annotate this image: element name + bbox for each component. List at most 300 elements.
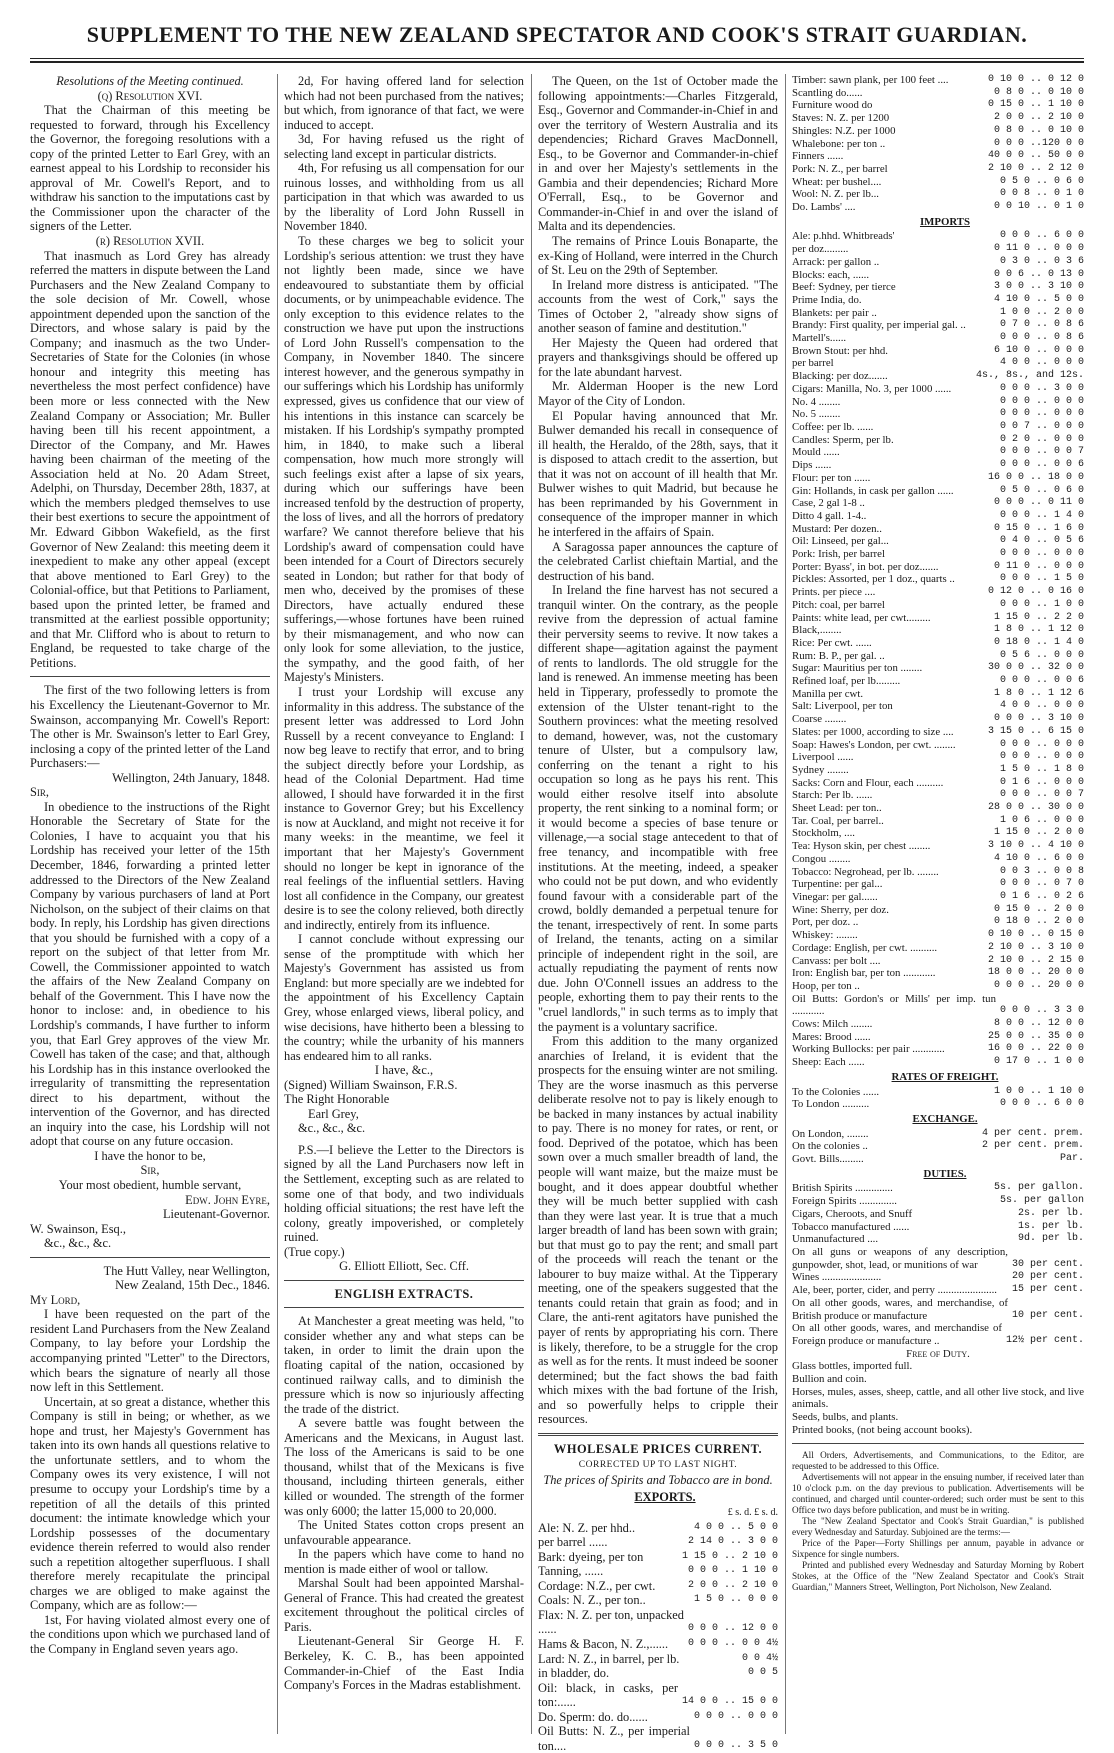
paragraph: Mr. Alderman Hooper is the new Lord Mayor of the City of London.	[538, 379, 778, 409]
price-value: 0 0 0 .. 0 8 6	[999, 332, 1084, 344]
price-row	[792, 497, 1084, 510]
price-row	[792, 138, 1084, 151]
closing: I have the honor to be,	[94, 1148, 206, 1163]
price-item: Blankets: per pair ..	[792, 306, 877, 319]
price-row	[538, 1550, 778, 1565]
price-value: 0 0 0 .. 12 0 0	[687, 1623, 778, 1635]
price-value: 14 0 0 .. 15 0 0	[681, 1696, 778, 1708]
salutation: My Lord,	[30, 1292, 81, 1307]
price-item: Cigars: Manilla, No. 3, per 1000 ......	[792, 382, 952, 395]
freight-table	[792, 1086, 1084, 1111]
price-item: Oil Butts: Gordon's or Mills' per imp. tun ............	[792, 992, 996, 1018]
price-item: Wines ......................	[792, 1271, 882, 1284]
price-item: British Spirits ..............	[792, 1182, 893, 1195]
postscript: P.S.—I believe the Letter to the Directors is signed by all the Land Purchasers now left in the Settlement, excepting such as are related to some one of that body, and two individuals holding official situations; the rest have left the colony, greatly impoverished, or completely ruined.	[284, 1142, 524, 1245]
price-value: 0 0 0 .. 0 0 0	[999, 738, 1084, 750]
masthead-rule-double	[30, 61, 1084, 63]
price-row	[538, 1652, 778, 1667]
price-row	[792, 99, 1084, 112]
price-value: 0 0 0 .. 0 0 7	[999, 789, 1084, 801]
closing: I have, &c.,	[374, 1063, 434, 1078]
price-item: Lard: N. Z., in barrel, per lb.	[538, 1651, 680, 1666]
price-value: 25 0 0 .. 35 0 0	[987, 1030, 1084, 1042]
price-value: 3 0 0 .. 3 10 0	[993, 281, 1084, 293]
price-row	[792, 188, 1084, 201]
price-item: Manilla per cwt.	[792, 687, 864, 700]
price-row	[792, 980, 1084, 993]
price-item: On all other goods, wares, and merchandise, of British produce or manufacture	[792, 1296, 1008, 1322]
duties-table	[792, 1182, 1084, 1347]
resolution-label: (r) Resolution XVII.	[95, 234, 205, 249]
price-row	[538, 1666, 778, 1681]
price-row	[792, 993, 1084, 1018]
price-item: Coals: N. Z., per ton..	[538, 1593, 646, 1608]
price-value: 0 1 6 .. 0 0 0	[999, 776, 1084, 788]
price-value: 0 0 0 .. 0 0 0	[999, 548, 1084, 560]
signature: G. Elliott Elliott, Sec. Cff.	[339, 1259, 469, 1274]
dateline: The Hutt Valley, near Wellington,	[103, 1263, 270, 1278]
price-item: No. 4 ........	[792, 395, 841, 408]
signature-title: Lieutenant-Governor.	[162, 1207, 270, 1222]
addressee: Earl Grey,	[308, 1106, 359, 1121]
price-value: 2 10 0 .. 2 15 0	[987, 954, 1084, 966]
price-value: 4s., 8s., and 12s.	[975, 370, 1084, 382]
price-row	[792, 345, 1084, 358]
price-value: 40 0 0 .. 50 0 0	[987, 150, 1084, 162]
price-row	[792, 307, 1084, 320]
price-item: Wheat: per bushel....	[792, 175, 882, 188]
paragraph: At Manchester a great meeting was held, "to consider whether any and what steps can be taken, in order to limit the drain upon the floating capital of the nation, occasioned by continued railway calls, and to diminish the pressure which is now so injuriously affecting the trade of the district.	[284, 1314, 524, 1416]
price-item: Port, per doz. ..	[792, 916, 859, 929]
price-value: 0 0 6 .. 0 13 0	[993, 268, 1084, 280]
notice: Advertisements will not appear in the ensuing number, if received later than 10 o'clock p.m. on the day previous to publication. Advertisements will be continued, and charged until counter-ordered; such order must be sent to this Office two days before publication, and must be in writing.	[792, 1471, 1084, 1515]
price-value: 0 8 0 .. 0 10 0	[993, 86, 1084, 98]
price-value: 1 15 0 .. 2 0 0	[993, 827, 1084, 839]
column-divider	[277, 74, 278, 1734]
paragraph: From this addition to the many organized anarchies of Ireland, it is evident that the prospects for the ensuing winter are not smiling. They are the worse inasmuch as this perverse deliberate resolve not to pay is likely enough to be backed in many instances by actual inability to pay. There is no money for rates, or rent, or food. Deprived of the potatoe, which has been sown over a much smaller breadth of land, the people will want maize, but the maize must be bought, and it does appear doubtful whether they will be much better supplied with cash than they were last year. It is true that a much larger breadth of land has been sown with grain; but that must go to pay the rent; and small part of the proceeds will reach the tenant or the labourer to buy maize withal. At the Tipperary meeting, one of the speakers suggested that the tenants could retain that grain as food; and in Clare, the anti-rent agitators have punished the payer of rents by appropriating his corn. There is likely, therefore, to be a struggle for the crop as well as for the rents. It must indeed be sooner determined; but the fact shows the bad faith which mixes with the bad fortune of the Irish, and so powerfully helps to cripple their resources.	[538, 1034, 778, 1427]
price-value: 0 0 0 .. 6 0 0	[999, 1098, 1084, 1110]
price-item: Canvass: per bolt ....	[792, 954, 881, 967]
price-value: 8 0 0 .. 12 0 0	[993, 1018, 1084, 1030]
price-value: 0 0 0 .. 0 0 6	[999, 459, 1084, 471]
price-row	[792, 662, 1084, 675]
price-value: 0 0 0 .. 0 0 7	[999, 446, 1084, 458]
price-value: 30 0 0 .. 32 0 0	[987, 662, 1084, 674]
price-item: Scantling do......	[792, 86, 863, 99]
price-value: 0 11 0 .. 0 0 0	[993, 560, 1084, 572]
free-item: Seeds, bulbs, and plants.	[792, 1411, 899, 1424]
price-item: On all other goods, wares, and merchandise of Foreign produce or manufacture ..	[792, 1322, 1002, 1347]
price-item: Mares: Brood ......	[792, 1030, 871, 1043]
price-row	[792, 523, 1084, 536]
price-value: 0 0 0 .. 1 10 0	[687, 1565, 778, 1577]
divider	[284, 1307, 524, 1308]
price-row	[792, 332, 1084, 345]
price-item: Coffee: per lb. ......	[792, 420, 874, 433]
price-item: Pickles: Assorted, per 1 doz., quarts ..	[792, 573, 955, 586]
price-value: 4 0 0 .. 0 0 0	[999, 357, 1084, 369]
price-value: 5s. per gallon	[999, 1195, 1084, 1207]
price-value: 0 18 0 .. 2 0 0	[993, 916, 1084, 928]
price-value: 0 0 0 .. 1 5 0	[999, 573, 1084, 585]
price-item: Unmanufactured ....	[792, 1233, 879, 1246]
price-item: To the Colonies ......	[792, 1085, 880, 1098]
price-value: 1 0 0 .. 1 10 0	[993, 1085, 1084, 1097]
paragraph: Her Majesty the Queen had ordered that prayers and thanksgivings should be offered up for the late abundant harvest.	[538, 335, 778, 379]
price-item: Stockholm, ....	[792, 827, 855, 840]
price-item: Pork: Irish, per barrel	[792, 548, 885, 561]
price-value: 30 per cent.	[1011, 1258, 1084, 1270]
price-value: 2 10 0 .. 2 12 0	[987, 162, 1084, 174]
price-row	[792, 612, 1084, 625]
price-item: Tea: Hyson skin, per chest ........	[792, 840, 931, 853]
price-item: per barrel	[792, 357, 834, 370]
price-item: Pork: N. Z., per barrel	[792, 162, 888, 175]
free-of-duty-heading: Free of Duty.	[906, 1347, 970, 1360]
price-item: To London ..........	[792, 1098, 870, 1111]
price-item: Ale: p.hhd. Whitbreads'	[792, 230, 895, 243]
price-value: 0 15 0 .. 1 6 0	[993, 522, 1084, 534]
price-item: On London, ........	[792, 1127, 869, 1140]
price-row	[792, 230, 1084, 243]
column-2	[284, 74, 524, 1729]
price-value: 0 0 0 .. 3 5 0	[693, 1739, 778, 1751]
price-value: 0 4 0 .. 0 5 6	[999, 535, 1084, 547]
price-row	[792, 891, 1084, 904]
price-row	[792, 675, 1084, 688]
price-value: 0 0 0 .. 0 7 0	[999, 878, 1084, 890]
paragraph: In Ireland the fine harvest has not secured a tranquil winter. On the contrary, as the people revive from the depression of actual famine their perversity seems to revive. It now takes a different shape—agitation against the payment of rents to landlords. The old struggle for the land is renewed. An immense meeting has been held in Tipperary, professedly to promote the extension of the Ulster tenant-right to the Southern provinces: what the meeting resolved to demand, however, was, not the customary tenure of Ulster, but a compulsory law, conferring on the tenant a right to his occupation so long as he pays his rent. This would either resolve itself into absolute property, the rent sinking to a nominal form; or it would become a species of base tenure or villenage,—a social stage antecedent to that of free tenancy, and incompatible with free institutions. At the meeting, indeed, a speaker who could not be put down, and who evidently found favour with a considerable part of the crowd, boldly demanded a perpetual tenure for the tenant, irrespectively of rent. In some parts of Ireland, the tenants, acting on a similar principle of independent right in the soil, are actually repudiating the payment of rents now due. John O'Connell issues an address to the people, exhorting them to pay their rents to the "cruel landlords," in such terms as to imply that the payment is a voluntary sacrifice.	[538, 583, 778, 1034]
price-row	[792, 1128, 1084, 1141]
paragraph: I have been requested on the part of the resident Land Purchasers from the New Zealand Company, to lay before your Lordship the accompanying printed "Letter" to the Directors, which bears the signature of nearly all those now left in this Settlement.	[30, 1307, 270, 1395]
price-row	[792, 370, 1084, 383]
price-row	[792, 916, 1084, 929]
price-item: Hoop, per ton ..	[792, 979, 860, 992]
exchange-table	[792, 1128, 1084, 1166]
price-item: Starch: Per lb. ......	[792, 789, 873, 802]
price-value: 0 3 0 .. 0 3 6	[999, 255, 1084, 267]
price-item: Dips ......	[792, 459, 832, 472]
price-row	[792, 434, 1084, 447]
exports-table-continued	[792, 74, 1084, 214]
price-row	[792, 548, 1084, 561]
true-copy-note: (True copy.)	[284, 1244, 345, 1259]
price-item: Furniture wood do	[792, 99, 873, 112]
price-row	[538, 1564, 778, 1579]
price-value: 0 0 7 .. 0 0 0	[999, 420, 1084, 432]
price-row	[792, 1233, 1084, 1246]
price-row	[792, 1284, 1084, 1297]
price-value: 5s. per gallon.	[993, 1182, 1084, 1194]
price-value: 1 8 0 .. 1 12 0	[993, 624, 1084, 636]
price-value: 0 15 0 .. 2 0 0	[993, 903, 1084, 915]
divider	[30, 1257, 270, 1258]
price-item: Rum: B. P., per gal. ..	[792, 649, 885, 662]
price-item: Slates: per 1000, according to size ....	[792, 725, 954, 738]
notice: Price of the Paper—Forty Shillings per annum, payable in advance or Sixpence for single numbers.	[792, 1537, 1084, 1559]
price-value: 2 0 0 .. 2 10 0	[993, 112, 1084, 124]
dateline: Wellington, 24th January, 1848.	[112, 770, 270, 785]
price-value: 3 10 0 .. 4 10 0	[987, 840, 1084, 852]
price-item: Prints. per piece ....	[792, 586, 876, 599]
divider	[284, 1280, 524, 1281]
addressee: The Right Honorable	[284, 1092, 390, 1107]
price-item: Brandy: First quality, per imperial gal. ..	[792, 319, 966, 332]
price-item: Mould ......	[792, 446, 840, 459]
price-item: Cigars, Cheroots, and Snuff	[792, 1207, 913, 1220]
price-row	[792, 637, 1084, 650]
price-row	[792, 1043, 1084, 1056]
price-row	[792, 472, 1084, 485]
divider	[792, 1443, 1084, 1444]
paragraph: That inasmuch as Lord Grey has already referred the matters in dispute between the Land Purchasers and the New Zealand Company to the sole decision of Mr. Cowell, whose appointment depended upon the sanction of the Directors, and whose salary is paid by the Company; and inasmuch as the two Under-Secretaries of State for the Colonies (in whose honour and integrity this meeting has nevertheless the most perfect confidence) have been more or less connected with the New Zealand Company or Association; Mr. Buller having been till his recent appointment, a Director of the Company, and Mr. Hawes having been chairman of the meeting of the Association held at No. 20 Adam Street, Adelphi, on Thursday, December 28th, 1837, at which the members pledged themselves to use their best exertions to secure the appointment of Mr. Edward Gibbon Wakefield, as the first Governor of New Zealand: this meeting deem it inexpedient to make any other appeal (except that above mentioned to Earl Grey) to the Colonial-office, but that Petitions to Parliament, based upon the printed letter, be framed and transmitted at the earliest possible opportunity; and that Mr. Clifford who is about to return to England, be requested to take charge of the Petitions.	[30, 248, 270, 670]
price-row	[792, 942, 1084, 955]
price-value: 0 2 0 .. 0 0 0	[999, 433, 1084, 445]
column-divider	[531, 74, 532, 1734]
price-row	[792, 624, 1084, 637]
price-item: Whalebone: per ton ..	[792, 137, 886, 150]
price-row	[792, 878, 1084, 891]
price-item: Flour: per ton ......	[792, 471, 871, 484]
price-item: On all guns or weapons of any description, gunpowder, shot, lead, or munitions of war	[792, 1245, 1008, 1271]
price-item: Wine: Sherry, per doz.	[792, 903, 889, 916]
section-heading: ENGLISH EXTRACTS.	[334, 1286, 474, 1301]
price-row	[538, 1681, 778, 1710]
paragraph: Lieutenant-General Sir George H. F. Berkeley, K. C. B., has been appointed Commander-in-Chief of the East India Company's Forces in the Madras establishment.	[284, 1634, 524, 1693]
price-row	[792, 125, 1084, 138]
price-row	[792, 573, 1084, 586]
price-item: Ale, beer, porter, cider, and perry ......................	[792, 1284, 997, 1297]
price-value: 0 0 0 .. 0 0 0	[999, 751, 1084, 763]
price-value: 0 15 0 .. 1 10 0	[987, 99, 1084, 111]
paragraph: 1st, For having violated almost every one of the conditions upon which we purchased land of the Company in England seven years ago.	[30, 1612, 270, 1656]
price-value: 1 0 6 .. 0 0 0	[999, 814, 1084, 826]
price-item: Cordage: N.Z., per cwt.	[538, 1578, 656, 1593]
price-item: On the colonies ..	[792, 1140, 868, 1153]
price-value: 16 0 0 .. 22 0 0	[987, 1043, 1084, 1055]
column-4	[792, 74, 1084, 1729]
price-item: Blacking: per doz.......	[792, 370, 888, 383]
addressee: W. Swainson, Esq.,	[30, 1221, 126, 1236]
price-item: Bark: dyeing, per ton	[538, 1549, 644, 1564]
price-value: 0 18 0 .. 1 4 0	[993, 636, 1084, 648]
paragraph: The Queen, on the 1st of October made the following appointments:—Charles Fitzgerald, Esq., Governor and Commander-in-Chief in and over the territory of Western Australia and its dependencies; Richard Graves MacDonnell, Esq., to be Governor and Commander-in-chief in and over her Majesty's settlements in the Gambia and their dependencies; Richard More O'Ferrall, Esq., to be Governor and Commander-in-Chief in and over the island of Malta and its dependencies.	[538, 74, 778, 234]
price-value: 2 10 0 .. 3 10 0	[987, 941, 1084, 953]
price-value: 0 0 4½	[741, 1652, 778, 1664]
price-item: Cordage: English, per cwt. ..........	[792, 941, 938, 954]
price-row	[792, 815, 1084, 828]
price-value: 1 0 0 .. 2 0 0	[999, 306, 1084, 318]
price-row	[792, 955, 1084, 968]
price-item: Cows: Milch ........	[792, 1018, 873, 1031]
price-item: Tobacco: Negrohead, per lb. ........	[792, 865, 939, 878]
price-value: 0 0 0 .. 0 0 4½	[687, 1637, 778, 1649]
price-value: 4 0 0 .. 5 0 0	[693, 1521, 778, 1533]
price-row	[792, 802, 1084, 815]
price-value: 0 8 0 .. 0 10 0	[993, 124, 1084, 136]
paragraph: The first of the two following letters is from his Excellency the Lieutenant-Governor to Mr. Swainson, accompanying Mr. Cowell's Report: The other is Mr. Swainson's letter to Earl Grey, inclosing a copy of the printed letter of the Land Purchasers:—	[30, 683, 270, 771]
paragraph: The United States cotton crops present an unfavourable appearance.	[284, 1518, 524, 1547]
price-row	[792, 650, 1084, 663]
price-item: Oil: Linseed, per gal...	[792, 535, 889, 548]
price-item: Do. Lambs' ....	[792, 201, 856, 214]
price-row	[792, 163, 1084, 176]
price-value: 1s. per lb.	[1017, 1220, 1084, 1232]
price-item: Beef: Sydney, per tierce	[792, 281, 896, 294]
price-row	[792, 176, 1084, 189]
paragraph: Marshal Soult had been appointed Marshal-General of France. This had created the greatest excitement throughout the political circles of Paris.	[284, 1576, 524, 1634]
price-value: 0 0 5	[747, 1667, 778, 1679]
price-row	[792, 383, 1084, 396]
price-item: Prime India, do.	[792, 293, 862, 306]
price-value: 0 10 0 .. 0 15 0	[987, 929, 1084, 941]
price-item: Porter: Byass', in bot. per doz.......	[792, 560, 939, 573]
addressee: &c., &c., &c.	[298, 1121, 366, 1136]
price-item: Iron: English bar, per ton ............	[792, 967, 936, 980]
price-value: 0 5 0 .. 0 6 0	[999, 484, 1084, 496]
price-value: 2s. per lb.	[1017, 1207, 1084, 1219]
signature: (Signed) William Swainson, F.R.S.	[284, 1077, 458, 1092]
price-value: 1 8 0 .. 1 12 6	[993, 687, 1084, 699]
price-row	[792, 789, 1084, 802]
price-item: Salt: Liverpool, per ton	[792, 700, 893, 713]
price-value: 0 0 0 .. 0 0 6	[999, 675, 1084, 687]
prices-note: The prices of Spirits and Tobacco are in bond.	[543, 1472, 773, 1487]
price-value: 20 per cent.	[1011, 1271, 1084, 1283]
price-value: 18 0 0 .. 20 0 0	[987, 967, 1084, 979]
price-row	[792, 535, 1084, 548]
price-item: Flax: N. Z. per ton, unpacked ......	[538, 1607, 684, 1637]
price-item: Sheet Lead: per ton..	[792, 802, 882, 815]
price-item: Tar. Coal, per barrel..	[792, 814, 884, 827]
price-row	[538, 1608, 778, 1637]
prices-heading: WHOLESALE PRICES CURRENT.	[553, 1441, 763, 1456]
price-item: Timber: sawn plank, per 100 feet ....	[792, 74, 949, 86]
price-row	[792, 150, 1084, 163]
price-item: Black,........	[792, 624, 842, 637]
price-item: Sydney ........	[792, 763, 849, 776]
price-value: 0 0 0 .. 6 0 0	[999, 230, 1084, 242]
column-divider	[785, 74, 786, 1734]
paragraph: In the papers which have come to hand no mention is made either of wool or tallow.	[284, 1547, 524, 1576]
price-value: 1 5 0 .. 0 0 0	[693, 1594, 778, 1606]
price-item: Oil: black, in casks, per ton:......	[538, 1680, 678, 1710]
price-item: Martell's......	[792, 332, 847, 345]
paragraph: Uncertain, at so great a distance, whether this Company is still in being; or whether, as we hope and trust, her Majesty's Government has taken into its own hands all questions relative to the unfortunate settlers, and to whom the Company owes its very existence, I will not presume to occupy your Lordship's time by a repetition of all the details of this printed document: the intimate knowledge which your Lordship possesses of the documentary evidence therein referred to would also render such a repetition altogether superfluous. I shall therefore merely recapitulate the principal charges we are obliged to make against the Company, which are as follow:—	[30, 1394, 270, 1613]
price-value: 2 14 0 .. 3 0 0	[687, 1536, 778, 1548]
freight-heading: RATES OF FREIGHT.	[891, 1070, 999, 1083]
price-row	[792, 739, 1084, 752]
price-row	[792, 1322, 1084, 1347]
divider	[538, 1433, 778, 1436]
price-row	[538, 1535, 778, 1550]
price-item: Oil Butts: N. Z., per imperial ton....	[538, 1724, 690, 1753]
price-row	[792, 713, 1084, 726]
price-value: 0 0 0 .. 0 0 0	[999, 395, 1084, 407]
price-value: 16 0 0 .. 18 0 0	[987, 471, 1084, 483]
free-of-duty-list	[792, 1360, 1084, 1436]
price-item: Candles: Sperm, per lb.	[792, 433, 894, 446]
price-item: Hams & Bacon, N. Z.,......	[538, 1636, 669, 1651]
price-row	[792, 357, 1084, 370]
price-row	[792, 561, 1084, 574]
addressee: &c., &c., &c.	[44, 1236, 112, 1251]
paragraph: That the Chairman of this meeting be requested to forward, through his Excellency the Governor, the foregoing resolutions with a copy of the printed Letter to Earl Grey, with an earnest appeal to his Lordship to reconsider his approval of Mr. Cowell's Report, and to withdraw his sanction to the imputations cast by the Commissioner upon the character of the signers of the Letter.	[30, 103, 270, 234]
price-value: Par.	[1059, 1153, 1084, 1165]
price-value: 3 15 0 .. 6 15 0	[987, 725, 1084, 737]
price-item: Sugar: Mauritius per ton ........	[792, 662, 923, 675]
price-row	[792, 269, 1084, 282]
price-row	[792, 1182, 1084, 1195]
price-value: 10 per cent.	[1011, 1309, 1084, 1321]
price-item: in bladder, do.	[538, 1666, 610, 1681]
price-row	[538, 1521, 778, 1536]
price-item: No. 5 ........	[792, 408, 841, 421]
price-row	[792, 243, 1084, 256]
price-item: Liverpool ......	[792, 751, 854, 764]
price-row	[792, 726, 1084, 739]
price-item: Vinegar: per gal......	[792, 891, 878, 903]
price-item: Tobacco manufactured ......	[792, 1220, 910, 1233]
price-row	[792, 777, 1084, 790]
price-item: Case, 2 gal 1-8 ..	[792, 497, 865, 510]
column-3	[538, 74, 778, 1753]
price-row	[792, 294, 1084, 307]
price-value: 4 10 0 .. 6 0 0	[993, 852, 1084, 864]
price-row	[792, 866, 1084, 879]
price-value: 1 5 0 .. 1 8 0	[999, 763, 1084, 775]
price-item: Refined loaf, per lb.........	[792, 675, 901, 688]
divider	[30, 676, 270, 677]
free-item: Bullion and coin.	[792, 1373, 867, 1386]
price-row	[792, 751, 1084, 764]
resolution-label: (q) Resolution XVI.	[97, 88, 203, 103]
price-row	[792, 967, 1084, 980]
price-value: 0 0 0 .. 1 0 0	[999, 598, 1084, 610]
price-row	[538, 1593, 778, 1608]
price-value: 4 per cent. prem.	[981, 1127, 1084, 1139]
price-value: 2 0 0 .. 2 10 0	[687, 1579, 778, 1591]
price-row	[792, 929, 1084, 942]
price-row	[792, 459, 1084, 472]
price-row	[792, 1246, 1084, 1271]
price-value: 12½ per cent.	[1005, 1334, 1084, 1346]
price-item: Rice: Per cwt. ......	[792, 636, 872, 649]
price-row	[792, 1031, 1084, 1044]
price-row	[792, 586, 1084, 599]
price-item: Shingles: N.Z. per 1000	[792, 124, 896, 137]
column-1	[30, 74, 270, 1729]
imports-heading: IMPORTS	[919, 215, 970, 228]
paragraph: El Popular having announced that Mr. Bulwer demanded his recall in consequence of ill health, the Heraldo, of the 28th, says, that it is disposed to attach credit to the assertion, but that it was not on account of ill health that Mr. Bulwer wishes to quit Madrid, but because he has been reprimanded by his Government in consequence of the improper manner in which he interfered in the affairs of Spain.	[538, 408, 778, 539]
currency-columns: £ s. d. £ s. d.	[727, 1507, 778, 1519]
price-value: 0 0 10 .. 0 1 0	[993, 201, 1084, 213]
price-item: Turpentine: per gal...	[792, 878, 883, 891]
price-value: 2 per cent. prem.	[981, 1140, 1084, 1152]
price-item: Paints: white lead, per cwt.........	[792, 611, 931, 624]
closing: Sir,	[140, 1163, 160, 1178]
price-item: Ale: N. Z. per hhd..	[538, 1520, 636, 1535]
price-value: 0 10 0 .. 0 12 0	[987, 74, 1084, 85]
price-row	[792, 1195, 1084, 1208]
price-row	[792, 446, 1084, 459]
price-value: 6 10 0 .. 0 0 0	[993, 344, 1084, 356]
price-value: 28 0 0 .. 30 0 0	[987, 802, 1084, 814]
price-row	[538, 1637, 778, 1652]
price-item: Finners ......	[792, 150, 844, 163]
free-item: Printed books, (not being account books).	[792, 1423, 973, 1436]
prices-subheading: CORRECTED UP TO LAST NIGHT.	[578, 1460, 738, 1471]
